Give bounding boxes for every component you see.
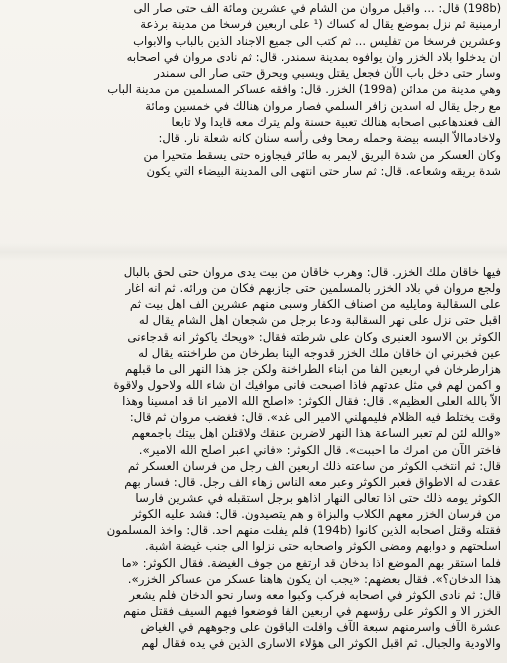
text-line: قال: ثم انتخب الكوثر من ساعته ذلك اربعين الف رجل من فرسان العسكر ثم	[127, 458, 501, 473]
text-line: «والله لئن لم تعبر الساعة هذا النهر لاضربن عنقك ولاقتلن اهل بيتك باجمعهم	[131, 426, 501, 441]
text-line: ولجع مروان في بلاد الخزر بالمسلمين حتى جازبهم فكان من ورائه. ثم انه اغار	[125, 281, 501, 296]
text-line: عقدت له الاطواق فعبر الكوثر وعبر معه الناس زهاء الف رجل. قال: فسار بهم	[124, 474, 501, 489]
text-line: ارمينية ثم نزل بموضع يقال له كساك (¹ على اربعين فرسخا من مدينة برذعة	[140, 17, 501, 32]
text-line: ان يدخلوا بلاد الخزر وان يوافوه بمدينة سمندر. قال: ثم نادى مروان في اصحابه	[126, 49, 501, 64]
text-line: من فرسان الخزر معهم الكلاب والبزاة و هم يتصيدون. قال: فشد عليه الكوثر	[131, 507, 501, 522]
text-line: اسلحتهم و دوابهم ومضى الكوثر واصحابه حتى نزلوا الى جنب غيضة اشبة.	[144, 539, 501, 554]
text-line: وسار حتى دخل باب الآن فجعل يقتل ويسبي ويحرق حتى صار الى سمندر	[154, 66, 501, 81]
text-line: الخزر الا و الكوثر على رؤسهم في اربعين الفا فوضعوا فيهم السيف فقتل منهم	[123, 603, 501, 618]
text-line: شدة بريقه وشعاعه. قال: ثم سار حتى انتهى الى المدينة البيضاء التي يكون	[146, 163, 501, 178]
text-line: عين فخبرني ان خاقان ملك الخزر قدوجه الينا بطرخان من طراخنته يقال له	[138, 345, 501, 360]
text-line: الكوثر بن الاسود العنبرى وكان على شرطته فقال: «ويحك ياكوثر انه قدجاءنى	[127, 329, 501, 344]
text-line: ولاخادماالاّ البسه بيضة وحمله رمحا وفى رأسه سنان كانه شعلة نار. قال:	[158, 131, 501, 146]
text-block-bottom	[6, 264, 501, 651]
text-line: الاّ بالله العلى العظيم». قال: فقال الكوثر: «اصلح الله الامير انا قد امسينا وهذا	[122, 394, 501, 409]
text-line: وعشرين فرسخا من تفليس ... ثم كتب الى جميع الاجناد الذين بالباب والابواب	[133, 33, 501, 48]
text-line: فقتله وقتل اصحابه الذين كانوا (194b) فلم يفلت منهم احد. قال: واخذ المسلمون	[106, 523, 501, 538]
text-line: فلما استقر بهم الموضع اذا بدخان قد ارتفع من جوف الغيضة. فقال الكوثر: «ما	[121, 555, 501, 570]
text-line: والاودية والجبال. ثم اقبل الكوثر الى هؤلاء الاسارى الذين في يده فقال لهم	[141, 636, 501, 651]
text-line: (198b) قال: ... واقبل مروان من الشام في عشرين ومائة الف حتى صار الى	[133, 1, 501, 15]
text-line: عشرة الآف واسرمنهم سبعة الآف وافلت الباقون على وجوههم في الغياض	[140, 620, 501, 635]
text-line: هذا الدخان؟». فقال بعضهم: «يجب ان يكون هاهنا عسكر من عساكر الخزر».	[127, 571, 501, 586]
text-line: قال: ثم نادى الكوثر في اصحابه فركب وكبوا معه وسار نحو الدخان فلم يشعر	[129, 587, 501, 602]
text-line: و اكمن لهم في مثل عدتهم فاذا اصبحت فانى موافيك ان شاء الله ولاحول ولاقوة	[113, 377, 501, 392]
text-line: على السقالبة ومايليه من اصناف الكفار وسبى منهم عشرين الف اهل بيت ثم	[129, 297, 501, 312]
text-line: مع رجل يقال له اسدين زافر السلمي فصار مروان هنالك في خمسين ومائة	[145, 98, 501, 113]
text-line: الكوثر يومه ذلك حتى اذا تعالى النهار اذاهو برجل استقبله في عشرين فارسا	[135, 490, 501, 505]
text-line: فاختر الآن من امرك ما احببت». قال الكوثر: «فاني اعبر اصلح الله الامير».	[138, 442, 501, 457]
text-line: هزارطرخان في اربعين الفا من ابناء الطراخنة ولكن جز هذا النهر الى ما قبلهم	[124, 361, 501, 376]
text-block-top	[6, 0, 501, 179]
text-line: فيها خاقان ملك الخزر. قال: وهرب خاقان من بيت يدى مروان حتى لحق بالبال	[123, 265, 501, 279]
text-line: الف فعندهاعبى اصحابه هنالك تعبية حسنة ولم يترك معه قايدا ولا تابعا	[171, 115, 501, 130]
text-line: وكان العسكر من شدة البريق لايمر به طائر فيجاوزه حتى يسقط متحيرا من	[143, 147, 501, 162]
text-line: وهي مدينة من مدائن (199a) الخزر. قال: وافقه عساكر المسلمين من مدينة الباب	[107, 82, 501, 97]
text-line: اقبل حتى نزل على نهر السقالبة ودعا برجل من شجعان اهل الشام يقال له	[138, 313, 501, 328]
page-fold-shadow	[0, 243, 507, 261]
text-line: وقت يختلط فيه الظلام فليمهلني الامير الى غد». قال: فغضب مروان ثم قال:	[129, 410, 501, 425]
